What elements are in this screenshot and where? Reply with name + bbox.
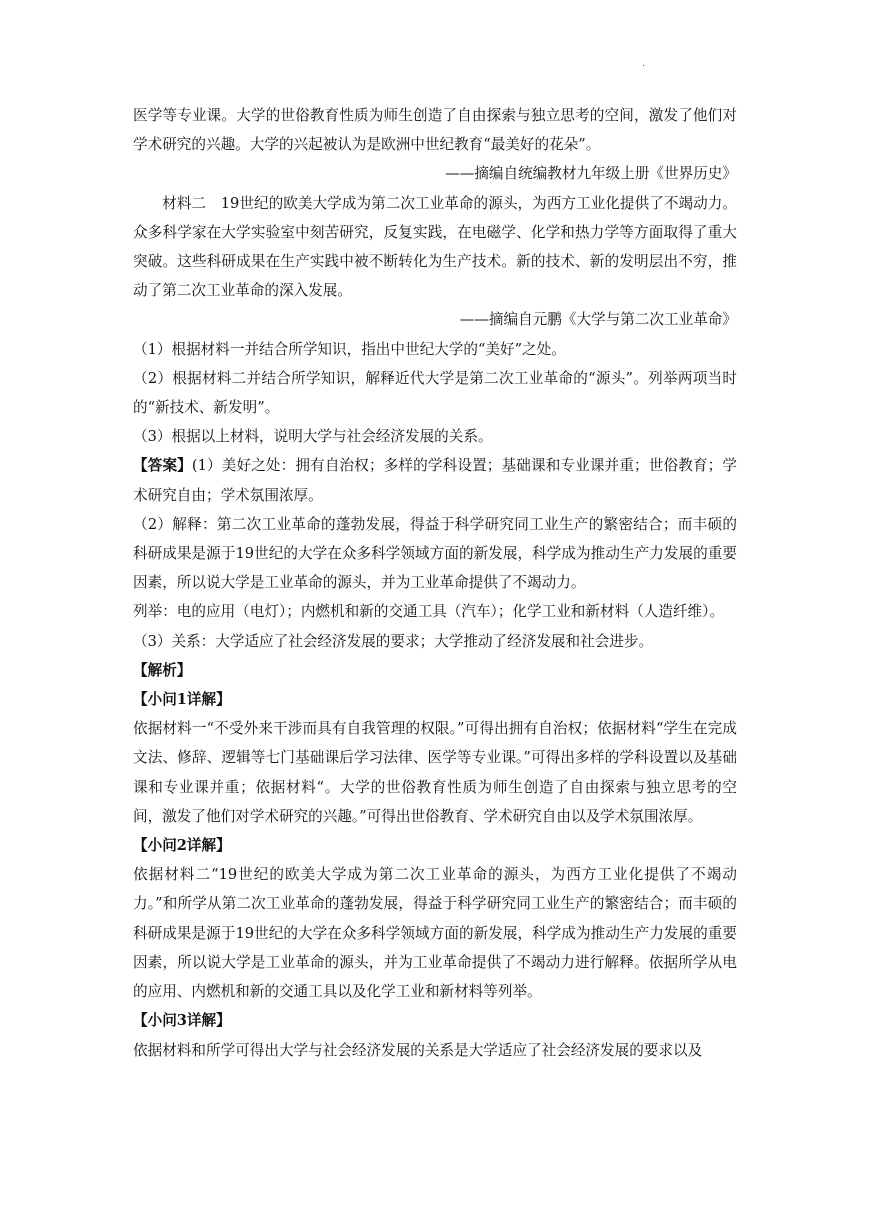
sub-question-3-heading: 【小问3详解】 xyxy=(133,1012,231,1030)
sub-question-1-text: 依据材料一“不受外来干涉而具有自我管理的权限。”可得出拥有自治权；依据材料“学生在完成文法、修辞、逻辑等七门基础课后学习法律、医学等专业课。”可得出多样的学科设置以及基础课和专业课并重；依据材料“。大学的世俗教育性质为师生创造了自由探索与独立思考的空间，激发了他们对学术研究的兴趣。”可得出世俗教育、学术研究自由以及学术氛围浓厚。 xyxy=(133,720,737,825)
material-one-source: ——摘编自统编教材九年级上册《世界历史》 xyxy=(445,165,737,183)
answer-3: （3）关系：大学适应了社会经济发展的要求；大学推动了经济发展和社会进步。 xyxy=(133,632,654,650)
question-2: （2）根据材料二并结合所学知识，解释近代大学是第二次工业革命的“源头”。列举两项当时的“新技术、新发明”。 xyxy=(133,369,737,417)
answer-1 xyxy=(133,451,737,509)
sub-question-2-heading: 【小问2详解】 xyxy=(133,837,231,855)
question-3: （3）根据以上材料，说明大学与社会经济发展的关系。 xyxy=(133,428,493,446)
material-two-source: ——摘编自元鹏《大学与第二次工业革命》 xyxy=(459,311,737,329)
sub-question-2-text: 依据材料二“19世纪的欧美大学成为第二次工业革命的源头，为西方工业化提供了不竭动力。”和所学从第二次工业革命的蓬勃发展，得益于科学研究同工业生产的繁密结合；而丰硕的科研成果是源于19世纪的大学在众多科学领域方面的新发展，科学成为推动生产力发展的重要因素，所以说大学是工业革命的源头，并为工业革命提供了不竭动力进行解释。依据所学从电的应用、内燃机和新的交通工具以及化学工业和新材料等列举。 xyxy=(133,866,737,1001)
header-mark: . xyxy=(642,58,646,69)
analysis-heading: 【解析】 xyxy=(133,661,192,679)
question-1: （1）根据材料一并结合所学知识，指出中世纪大学的“美好”之处。 xyxy=(133,340,566,358)
material-one-tail: 医学等专业课。大学的世俗教育性质为师生创造了自由探索与独立思考的空间，激发了他们对学术研究的兴趣。大学的兴起被认为是欧洲中世纪教育“最美好的花朵”。 xyxy=(133,107,737,154)
sub-question-1-heading: 【小问1详解】 xyxy=(133,691,231,709)
document-body xyxy=(133,101,737,1065)
answer-2: （2）解释：第二次工业革命的蓬勃发展，得益于科学研究同工业生产的繁密结合；而丰硕的科研成果是源于19世纪的大学在众多科学领域方面的新发展，科学成为推动生产力发展的重要因素，所以说大学是工业革命的源头，并为工业革命提供了不竭动力。 xyxy=(133,515,737,592)
sub-question-3-text: 依据材料和所学可得出大学与社会经济发展的关系是大学适应了社会经济发展的要求以及 xyxy=(133,1041,703,1059)
answer-label: 【答案】 xyxy=(133,457,192,475)
material-two: 材料二 19世纪的欧美大学成为第二次工业革命的源头，为西方工业化提供了不竭动力。众多科学家在大学实验室中刻苦研究，反复实践，在电磁学、化学和热力学等方面取得了重大突破。这些科研成果在生产实践中被不断转化为生产技术。新的技术、新的发明层出不穷，推动了第二次工业革命的深入发展。 xyxy=(133,194,737,300)
answer-2-list: 列举：电的应用（电灯）；内燃机和新的交通工具（汽车）；化学工业和新材料（人造纤维）。 xyxy=(133,603,725,621)
answer-1-text: (1）美好之处：拥有自治权；多样的学科设置；基础课和专业课并重；世俗教育；学术研究自由；学术氛围浓厚。 xyxy=(133,457,737,504)
